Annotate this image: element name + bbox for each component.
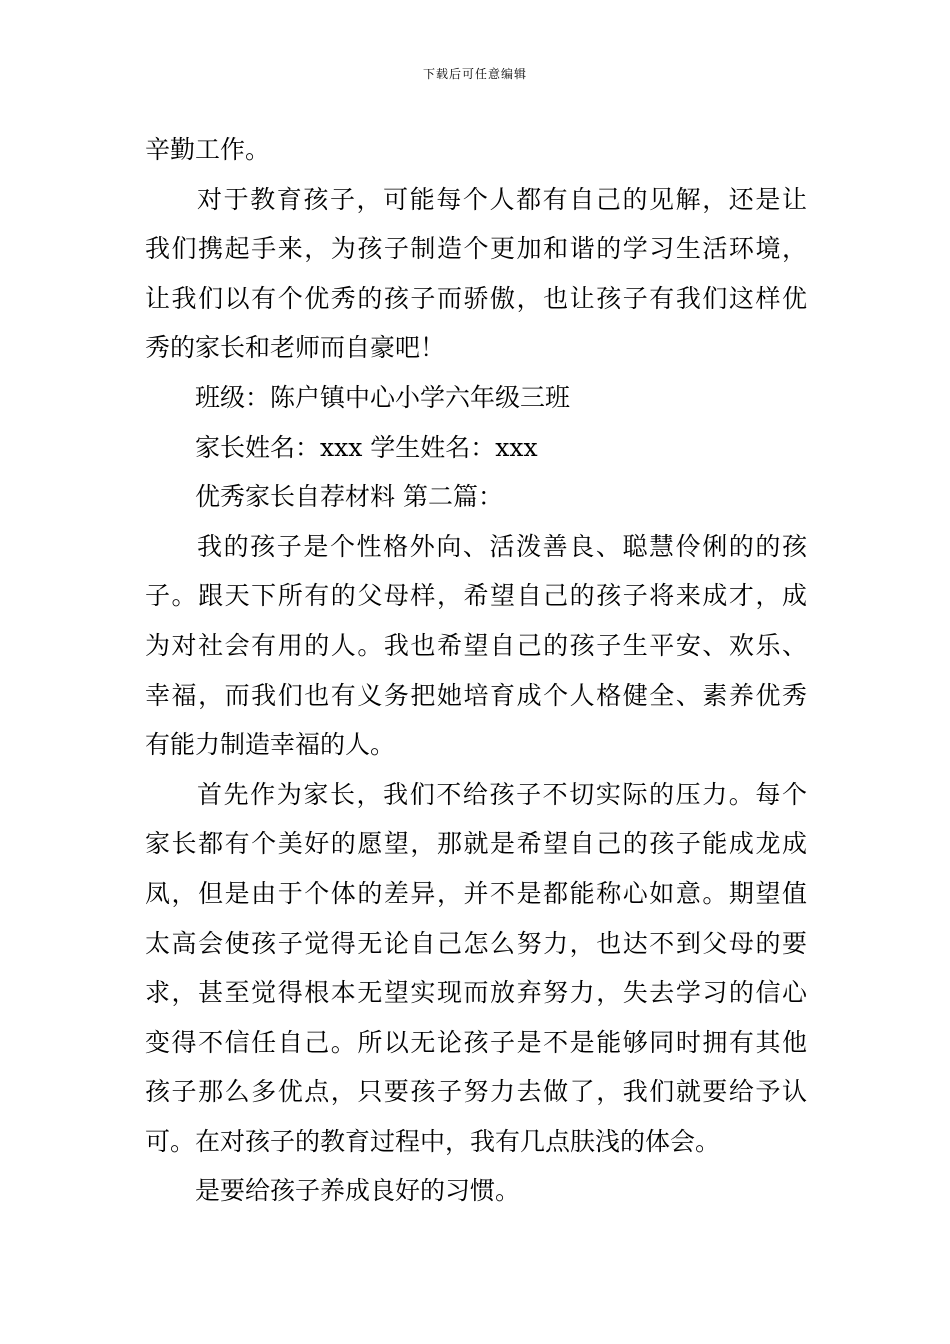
text-line: 幸福，而我们也有义务把她培育成个人格健全、素养优秀 (145, 680, 807, 710)
text-line: 秀的家长和老师而自豪吧！ (145, 333, 446, 363)
class-info-line: 班级：陈户镇中心小学六年级三班 (195, 382, 571, 412)
paragraph-start-line: 是要给孩子养成良好的习惯。 (195, 1176, 521, 1206)
text-line: 凤，但是由于个体的差异，并不是都能称心如意。期望值 (145, 878, 807, 908)
paragraph-start-line: 对于教育孩子，可能每个人都有自己的见解，还是让 (197, 184, 807, 214)
text-line: 辛勤工作。 (145, 135, 271, 164)
text-line: 为对社会有用的人。我也希望自己的孩子生平安、欢乐、 (145, 630, 807, 660)
paragraph-start-line: 首先作为家长，我们不给孩子不切实际的压力。每个 (197, 779, 807, 809)
section-title-line: 优秀家长自荐材料 第二篇： (195, 482, 503, 512)
text-line: 让我们以有个优秀的孩子而骄傲，也让孩子有我们这样优 (145, 283, 807, 313)
document-body (145, 125, 807, 1216)
text-line: 孩子那么多优点，只要孩子努力去做了，我们就要给予认 (145, 1077, 807, 1107)
text-line: 可。在对孩子的教育过程中，我有几点肤浅的体会。 (145, 1126, 721, 1156)
text-line: 太高会使孩子觉得无论自己怎么努力，也达不到父母的要 (145, 928, 807, 958)
text-line: 变得不信任自己。所以无论孩子是不是能够同时拥有其他 (145, 1027, 807, 1057)
names-line: 家长姓名：xxx 学生姓名：xxx (195, 432, 538, 462)
text-line: 家长都有个美好的愿望，那就是希望自己的孩子能成龙成 (145, 829, 807, 859)
text-line: 我们携起手来，为孩子制造个更加和谐的学习生活环境， (145, 234, 807, 264)
text-line: 求，甚至觉得根本无望实现而放弃努力，失去学习的信心 (145, 978, 807, 1008)
page-header: 下载后可任意编辑 (422, 67, 527, 81)
text-line: 子。跟天下所有的父母样，希望自己的孩子将来成才，成 (145, 581, 807, 611)
text-line: 有能力制造幸福的人。 (145, 730, 396, 760)
paragraph-start-line: 我的孩子是个性格外向、活泼善良、聪慧伶俐的的孩 (197, 531, 807, 561)
